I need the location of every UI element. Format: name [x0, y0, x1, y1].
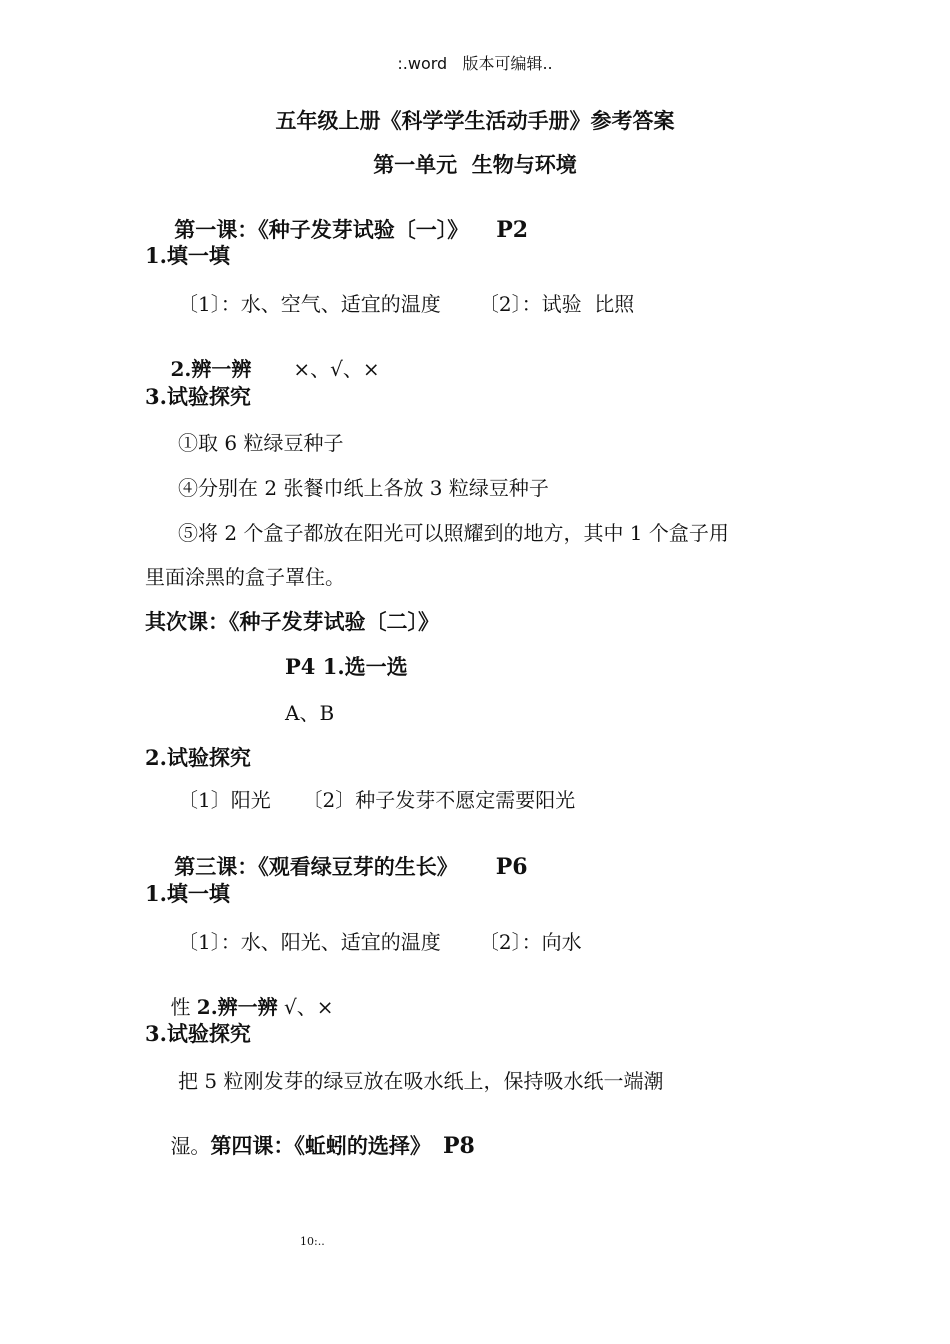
lesson2-q2-answer: 〔1〕阳光 〔2〕种子发芽不愿定需要阳光 [178, 788, 576, 812]
lesson1-q3-step4: ④分别在 2 张餐巾纸上各放 3 粒绿豆种子 [178, 476, 549, 500]
document-title: 五年级上册《科学学生活动手册》参考答案 [275, 108, 675, 133]
lesson3-q2-label: 2.辨一辨 [196, 995, 278, 1019]
lesson1-page: P2 [496, 217, 529, 243]
lesson3-q3-heading: 3.试验探究 [145, 1021, 251, 1046]
lesson2-q1-heading: P4 1.选一选 [285, 654, 408, 679]
lesson2-heading: 其次课：《种子发芽试验〔二〕》 [145, 609, 439, 634]
lesson1-q1-answer: 〔1〕：水、空气、适宜的温度 〔2〕：试验 比照 [178, 292, 635, 316]
lesson4-title: 第四课：《蚯蚓的选择》 [210, 1133, 431, 1158]
lesson3-title: 第三课：《观看绿豆芽的生长》 [174, 854, 458, 879]
lesson1-q3-heading: 3.试验探究 [145, 384, 251, 409]
lesson1-q3-step5-line1: ⑤将 2 个盒子都放在阳光可以照耀到的地方，其中 1 个盒子用 [178, 521, 729, 545]
lesson3-q3-line1: 把 5 粒刚发芽的绿豆放在吸水纸上，保持吸水纸一端潮 [178, 1069, 664, 1093]
page-header: :.word 版本可编辑.. [397, 54, 553, 73]
lesson1-q3-step1: ①取 6 粒绿豆种子 [178, 431, 344, 455]
page-footer: 10:.. [300, 1235, 325, 1248]
lesson4-page: P8 [442, 1133, 475, 1159]
lesson1-title: 第一课：《种子发芽试验〔一〕》 [174, 217, 469, 242]
lesson3-q3-line2 [145, 1115, 475, 1177]
unit-title: 第一单元 生物与环境 [373, 152, 577, 177]
lesson3-page: P6 [495, 854, 528, 880]
lesson3-q2-answer: √、× [277, 995, 334, 1019]
lesson2-q2-heading: 2.试验探究 [145, 745, 251, 770]
lesson3-q3-line2-prefix: 湿。 [170, 1134, 211, 1158]
lesson3-q2-prefix: 性 [170, 995, 197, 1019]
lesson3-q1-answer: 〔1〕：水、阳光、适宜的温度 〔2〕：向水 [178, 930, 582, 954]
lesson1-q3-step5-line2: 里面涂黑的盒子罩住。 [145, 565, 345, 589]
lesson1-q2-answer: ×、√、× [293, 357, 380, 381]
lesson2-q1-answer: A、B [285, 701, 335, 725]
lesson1-q2-label: 2.辨一辨 [170, 357, 252, 381]
lesson3-q1-heading: 1.填一填 [145, 881, 230, 906]
lesson1-q1-heading: 1.填一填 [145, 243, 230, 268]
